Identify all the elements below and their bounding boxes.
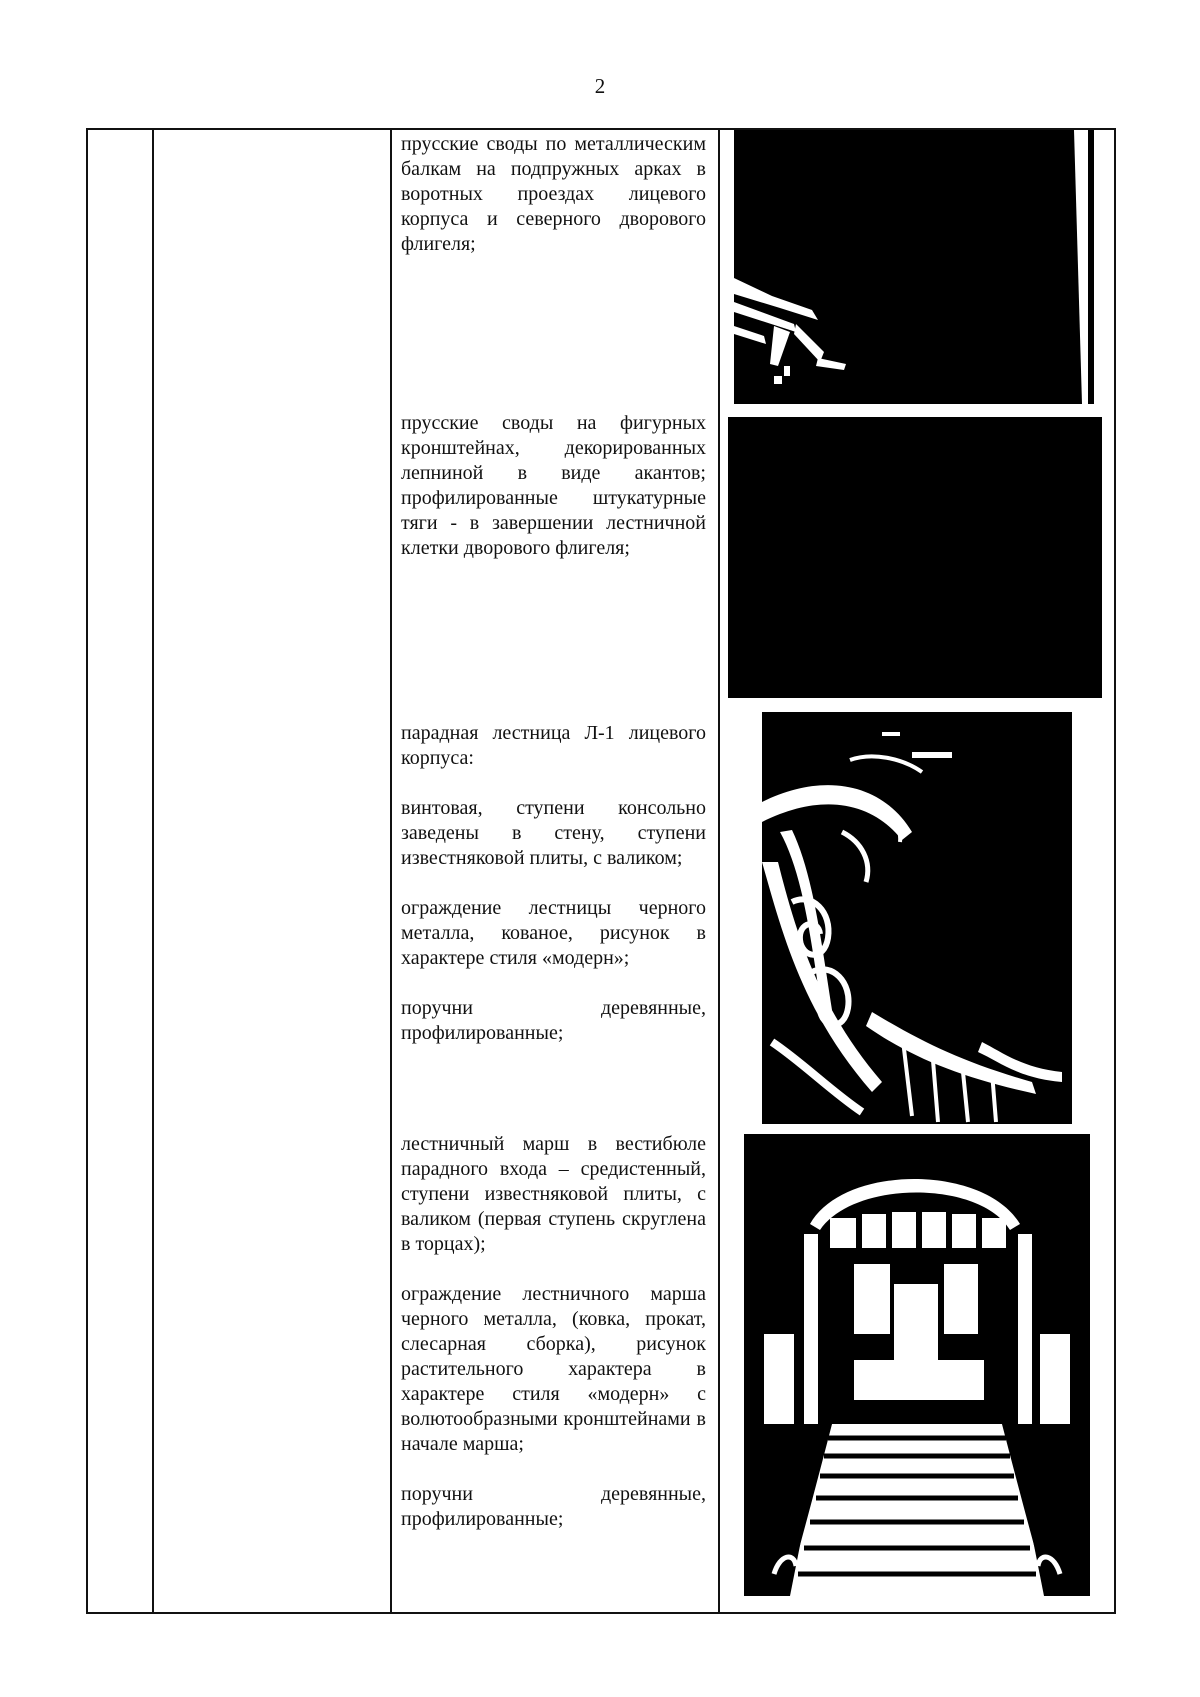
- row-3-paragraph-2: винтовая, ступени консольно заведены в стену, ступени известняковой плиты, с валиком;: [401, 797, 706, 869]
- row-1-description: [401, 132, 706, 257]
- dark-vault-photo-icon: [728, 417, 1102, 698]
- column-divider-1: [152, 130, 154, 1612]
- page-number: 2: [594, 74, 606, 98]
- row-2-description: [401, 411, 706, 561]
- row-3-paragraph-1: парадная лестница Л-1 лицевого корпуса:: [401, 722, 706, 769]
- row-4-paragraph-2: ограждение лестничного марша черного металла, (ковка, прокат, слесарная сборка), рисунок растительного характера в характере стиля «модерн» с волютообразными кронштейнами в начале марша;: [401, 1283, 706, 1455]
- column-divider-2: [390, 130, 392, 1612]
- row-4-description: [401, 1132, 706, 1532]
- spiral-staircase-photo-icon: [762, 712, 1072, 1124]
- row-3-paragraph-4: поручни деревянные, профилированные;: [401, 997, 706, 1044]
- vault-photo-icon: [734, 130, 1094, 404]
- row-3-description: [401, 721, 706, 1046]
- row-4-paragraph-1: лестничный марш в вестибюле парадного входа – средистенный, ступени известняковой плиты, с валиком (первая ступень скруглена в торцах);: [401, 1133, 706, 1255]
- row-4-paragraph-3: поручни деревянные, профилированные;: [401, 1483, 706, 1530]
- column-divider-3: [718, 130, 720, 1612]
- row-1-paragraph-1: прусские своды по металлическим балкам на подпружных арках в воротных проездах лицевого корпуса и северного дворового флигеля;: [401, 133, 706, 255]
- row-2-paragraph-1: прусские своды на фигурных кронштейнах, декорированных лепниной в виде акантов; профилированные штукатурные тяги - в завершении лестничной клетки дворового флигеля;: [401, 412, 706, 559]
- vestibule-staircase-photo-icon: [744, 1134, 1090, 1596]
- row-3-paragraph-3: ограждение лестницы черного металла, кованое, рисунок в характере стиля «модерн»;: [401, 897, 706, 969]
